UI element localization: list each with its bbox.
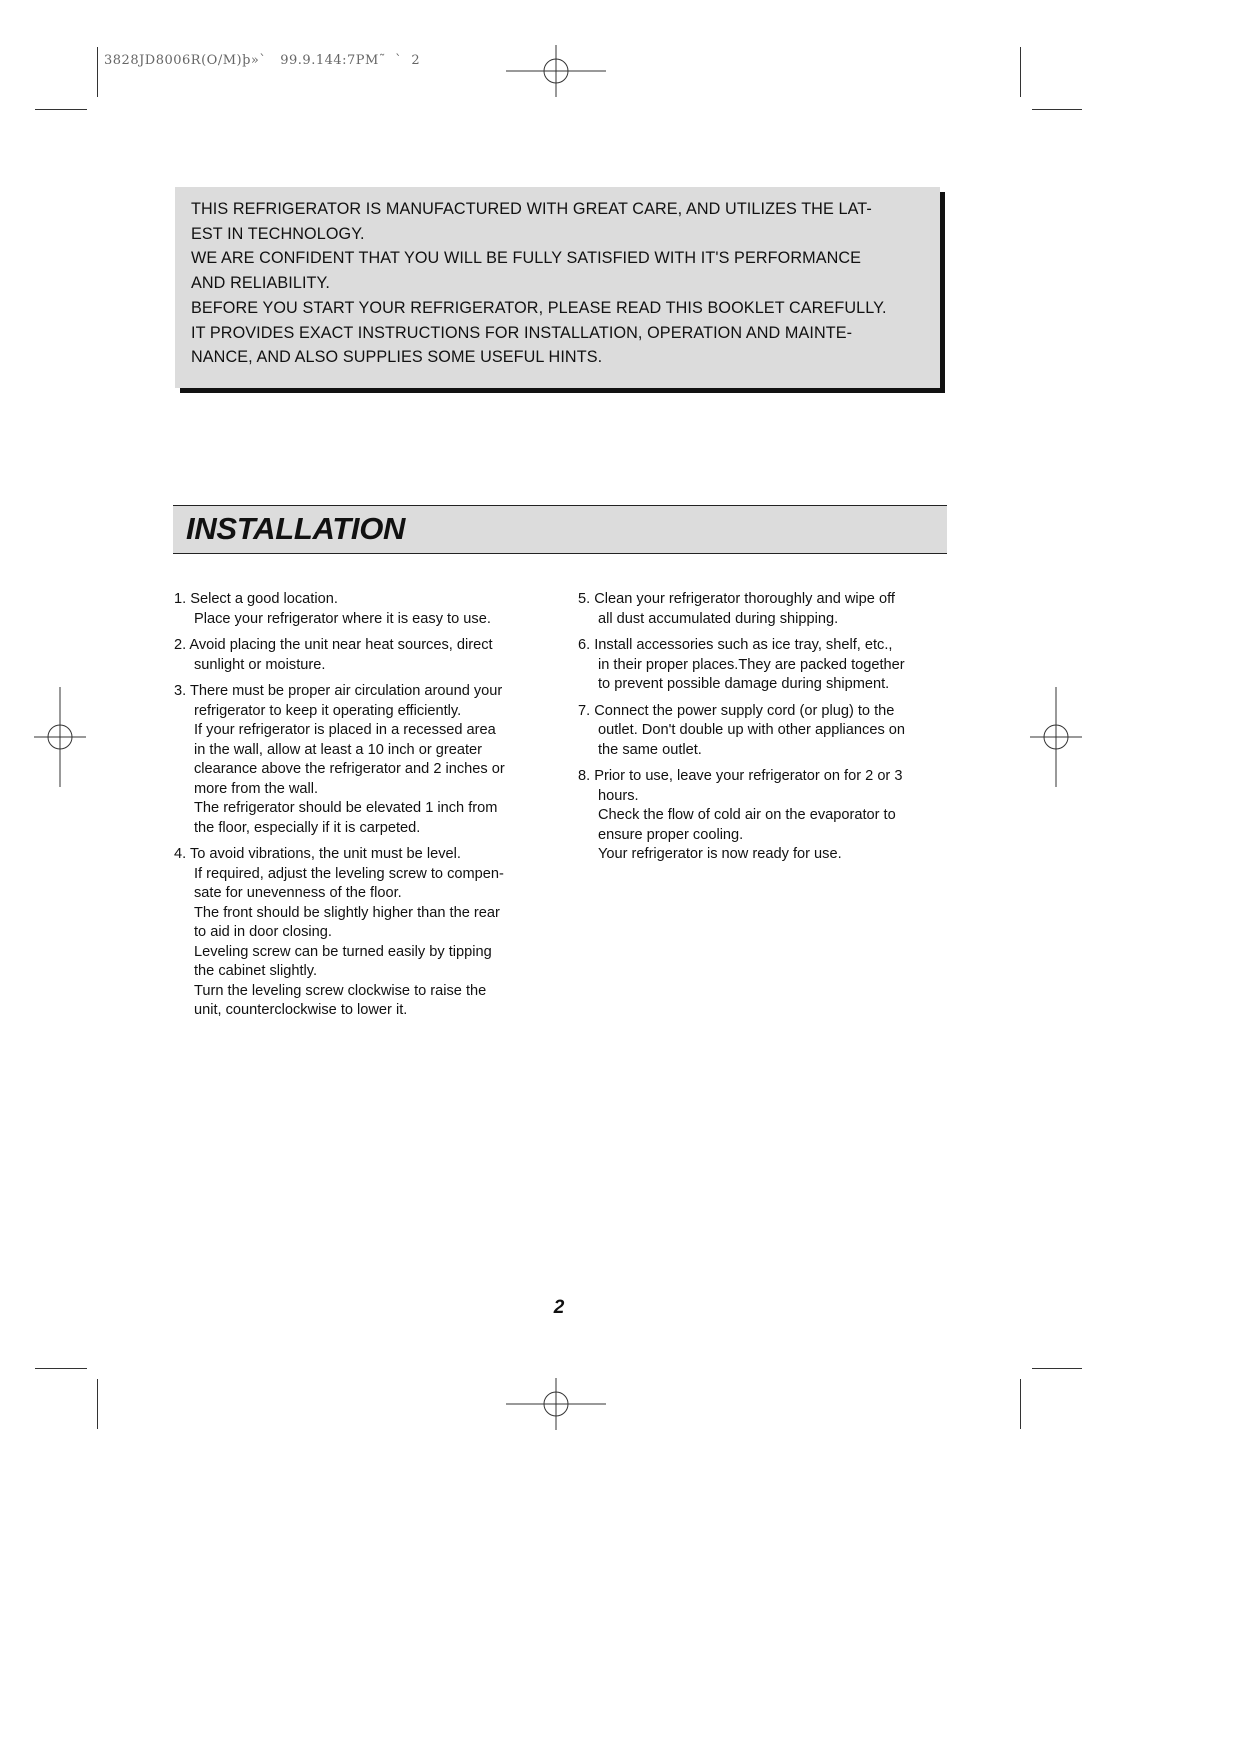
section-title: INSTALLATION <box>186 511 406 546</box>
registration-mark-icon <box>506 1378 606 1430</box>
intro-line: THIS REFRIGERATOR IS MANUFACTURED WITH GREAT CARE, AND UTILIZES THE LAT- <box>191 200 872 218</box>
instruction-line: 3. There must be proper air circulation around your <box>174 683 503 699</box>
instructions-left-column <box>174 590 554 1028</box>
section-header <box>173 505 947 554</box>
instruction-item <box>578 767 958 865</box>
instruction-line: sunlight or moisture. <box>194 656 326 673</box>
instruction-item <box>578 702 958 761</box>
crop-mark <box>1020 47 1021 97</box>
crop-mark <box>1032 109 1082 110</box>
instruction-line: If required, adjust the leveling screw to compen- <box>194 865 504 882</box>
intro-line: WE ARE CONFIDENT THAT YOU WILL BE FULLY SATISFIED WITH IT'S PERFORMANCE <box>191 249 862 268</box>
instruction-line: sate for unevenness of the floor. <box>194 885 402 901</box>
intro-line: IT PROVIDES EXACT INSTRUCTIONS FOR INSTALLATION, OPERATION AND MAINTE- <box>191 323 853 342</box>
printer-slug: 3828JD8006R(O/M)þ»` 99.9.144:7PM˜ ` 2 <box>104 53 421 68</box>
instruction-line: The refrigerator should be elevated 1 inch from <box>194 800 498 816</box>
instruction-line: 2. Avoid placing the unit near heat sources, direct <box>174 637 493 653</box>
instruction-item <box>174 590 554 629</box>
registration-mark-icon <box>34 687 86 787</box>
crop-mark <box>1032 1368 1082 1369</box>
instruction-line: in the wall, allow at least a 10 inch or greater <box>194 741 482 758</box>
instruction-line: unit, counterclockwise to lower it. <box>194 1002 408 1018</box>
instruction-line: 5. Clean your refrigerator thoroughly and wipe off <box>578 591 895 607</box>
instruction-line: ensure proper cooling. <box>598 826 744 843</box>
instruction-line: Turn the leveling screw clockwise to raise the <box>194 982 487 999</box>
intro-line: AND RELIABILITY. <box>191 274 330 293</box>
instruction-line: If your refrigerator is placed in a recessed area <box>194 722 496 738</box>
crop-mark <box>1020 1379 1021 1429</box>
instruction-line: Leveling screw can be turned easily by tipping <box>194 943 492 960</box>
instruction-line: 6. Install accessories such as ice tray, shelf, etc., <box>578 637 893 653</box>
registration-mark-icon <box>1030 687 1082 787</box>
instruction-line: Check the flow of cold air on the evaporator to <box>598 807 896 823</box>
crop-mark <box>97 47 98 97</box>
instruction-line: more from the wall. <box>194 780 319 797</box>
intro-line: EST IN TECHNOLOGY. <box>191 224 365 243</box>
instruction-line: the cabinet slightly. <box>194 963 318 979</box>
instruction-line: Your refrigerator is now ready for use. <box>598 846 842 862</box>
instruction-line: clearance above the refrigerator and 2 inches or <box>194 761 505 777</box>
instruction-line: hours. <box>598 787 639 804</box>
instruction-line: 1. Select a good location. <box>174 591 338 607</box>
instruction-line: the same outlet. <box>598 741 702 758</box>
crop-mark <box>35 109 87 110</box>
instruction-line: 8. Prior to use, leave your refrigerator on for 2 or 3 <box>578 768 903 784</box>
instructions-right-column <box>578 590 958 872</box>
instruction-line: to prevent possible damage during shipment. <box>598 676 890 692</box>
intro-line: NANCE, AND ALSO SUPPLIES SOME USEFUL HINTS. <box>191 348 603 367</box>
instruction-item <box>578 636 958 695</box>
instruction-line: in their proper places.They are packed together <box>598 656 905 673</box>
intro-line: BEFORE YOU START YOUR REFRIGERATOR, PLEASE READ THIS BOOKLET CAREFULLY. <box>191 298 887 317</box>
instruction-line: all dust accumulated during shipping. <box>598 610 839 627</box>
instruction-line: The front should be slightly higher than the rear <box>194 904 500 921</box>
crop-mark <box>97 1379 98 1429</box>
crop-mark <box>35 1368 87 1369</box>
registration-mark-icon <box>506 45 606 97</box>
intro-notice-box <box>175 187 940 388</box>
instruction-line: to aid in door closing. <box>194 924 332 940</box>
instruction-line: refrigerator to keep it operating efficiently. <box>194 702 462 719</box>
instruction-item <box>578 590 958 629</box>
instruction-item <box>174 636 554 675</box>
instruction-line: 7. Connect the power supply cord (or plug) to the <box>578 702 895 719</box>
instruction-line: outlet. Don't double up with other appliances on <box>598 722 906 738</box>
page-number: 2 <box>553 1297 565 1318</box>
instruction-item <box>174 845 554 1021</box>
instruction-line: Place your refrigerator where it is easy to use. <box>194 610 491 627</box>
instruction-item <box>174 682 554 838</box>
instruction-line: 4. To avoid vibrations, the unit must be level. <box>174 846 461 862</box>
instruction-line: the floor, especially if it is carpeted. <box>194 819 421 836</box>
